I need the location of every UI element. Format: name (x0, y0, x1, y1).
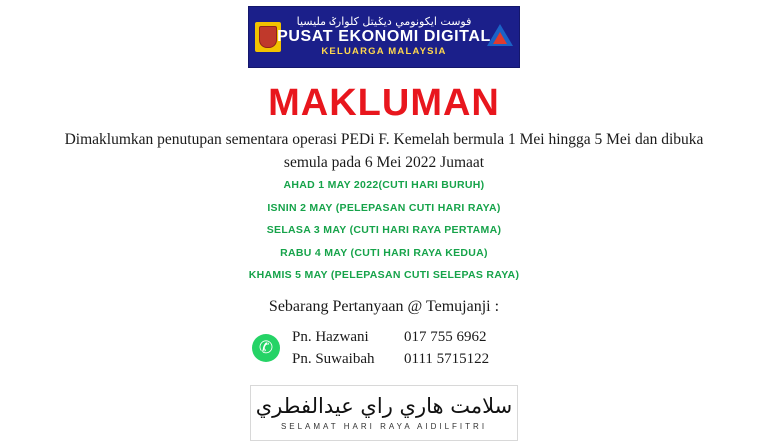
list-item: RABU 4 MAY (CUTI HARI RAYA KEDUA) (280, 246, 488, 259)
list-item: ISNIN 2 MAY (PELEPASAN CUTI HARI RAYA) (267, 201, 501, 214)
raya-latin-text: SELAMAT HARI RAYA AIDILFITRI (280, 422, 488, 432)
digital-triangle-logo-icon (487, 24, 513, 50)
list-item: KHAMIS 5 MAY (PELEPASAN CUTI SELEPAS RAYA) (248, 269, 520, 281)
holiday-list (0, 180, 768, 293)
banner-inner (249, 7, 519, 67)
whatsapp-icon: ✆ (252, 334, 280, 362)
notice-body-text: Dimaklumkan penutupan sementara operasi PEDi F. Kemelah bermula 1 Mei hingga 5 Mei dan dibuka semula pada 6 Mei 2022 Jumaat (64, 131, 704, 172)
raya-jawi-text: سلامت هاري راي عيدالفطري (255, 393, 513, 418)
page-title: MAKLUMAN (268, 82, 500, 124)
list-item: SELASA 3 MAY (CUTI HARI RAYA PERTAMA) (266, 224, 502, 236)
banner-title: PUSAT EKONOMI DIGITAL (277, 28, 491, 46)
contact-block (0, 328, 768, 369)
contact-list (292, 328, 516, 369)
contact-name: Pn. Hazwani (292, 329, 369, 345)
hari-raya-greeting-graphic (250, 385, 518, 441)
contact-phone[interactable]: 017 755 6962 (404, 329, 487, 345)
banner-subtitle: KELUARGA MALAYSIA (321, 46, 447, 58)
banner-text-block (249, 7, 519, 67)
contact-row (292, 350, 516, 369)
contact-name: Pn. Suwaibah (292, 350, 375, 367)
contact-inner (252, 328, 516, 369)
list-item: AHAD 1 MAY 2022(CUTI HARI BURUH) (283, 179, 485, 191)
contact-heading: Sebarang Pertanyaan @ Temujanji : (268, 298, 500, 315)
banner-jawi-text: فوست ايكونومي ديݢيتل كلوارݢ مليسيا (296, 15, 472, 29)
contact-row (292, 328, 516, 347)
triangle-shape (487, 24, 513, 46)
pedi-header-banner (248, 6, 520, 68)
contact-phone[interactable]: 0111 5715122 (404, 350, 490, 367)
